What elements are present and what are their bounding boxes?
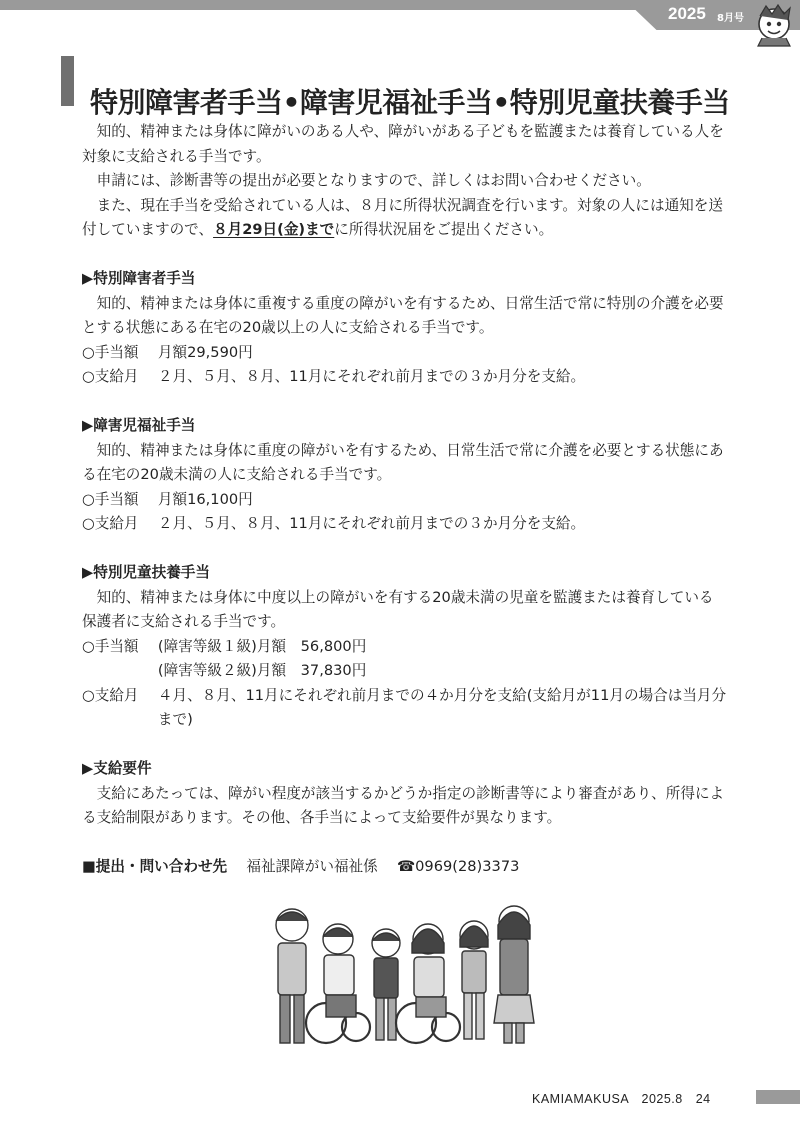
deadline-date: ８月29日(金)まで [213, 221, 335, 239]
intro-text-after: に所得状況届をご提出ください。 [334, 221, 554, 239]
amount-row [82, 488, 728, 513]
contact-line [82, 855, 728, 880]
amount-value-grade-1: (障害等級１級)月額 56,800円 [157, 637, 367, 655]
issue-year: 2025 [668, 4, 706, 23]
contact-label: ■提出・問い合わせ先 [82, 857, 228, 875]
title-accent-bar [61, 56, 74, 106]
payment-label: ○支給月 [82, 368, 139, 386]
section-description: 知的、精神または身体に重度の障がいを有するため、日常生活で常に介護を必要とする状態にある在宅の20歳未満の人に支給される手当です。 [82, 441, 724, 484]
amount-label: ○手当額 [82, 637, 139, 655]
page-title: 特別障害者手当•障害児福祉手当•特別児童扶養手当 [90, 85, 730, 119]
people-illustration [260, 895, 545, 1053]
header-bar [0, 0, 665, 10]
amount-label: ○手当額 [82, 490, 139, 508]
payment-row [82, 684, 728, 733]
section-heading: ▶特別障害者手当 [82, 269, 196, 287]
payment-row [82, 512, 728, 537]
payment-value: ２月、５月、８月、11月にそれぞれ前月までの３か月分を支給。 [157, 368, 586, 386]
section-description: 知的、精神または身体に重複する重度の障がいを有するため、日常生活で常に特別の介護を必要とする状態にある在宅の20歳以上の人に支給される手当です。 [82, 294, 724, 337]
contact-phone: ☎0969(28)3373 [396, 857, 520, 875]
section-description: 支給にあたっては、障がい程度が該当するかどうか指定の診断書等により審査があり、所得による支給制限があります。その他、各手当によって支給要件が異なります。 [82, 784, 725, 827]
article-body [82, 120, 728, 879]
contact-department: 福祉課障がい福祉係 [246, 857, 378, 875]
amount-row-2 [82, 659, 728, 684]
payment-label: ○支給月 [82, 686, 139, 704]
amount-value: 月額16,100円 [157, 490, 253, 508]
amount-label: ○手当額 [82, 343, 139, 361]
section-description: 知的、精神または身体に中度以上の障がいを有する20歳未満の児童を監護または養育している保護者に支給される手当です。 [82, 588, 714, 631]
payment-value: ２月、５月、８月、11月にそれぞれ前月までの３か月分を支給。 [157, 515, 586, 533]
intro-paragraph-2: 申請には、診断書等の提出が必要となりますので、詳しくはお問い合わせください。 [96, 172, 651, 190]
intro-text-before: また、現在手当を受給されている人は、８月に所得状況調査を行います。対象の人には通知を送付していますので、 [82, 196, 723, 239]
payment-row [82, 365, 728, 390]
payment-value: ４月、８月、11月にそれぞれ前月までの４か月分を支給(支給月が11月の場合は当月分まで) [157, 686, 727, 729]
intro-paragraph-3 [82, 194, 728, 243]
amount-row [82, 635, 728, 660]
footer-bar [756, 1090, 800, 1104]
section-heading: ▶特別児童扶養手当 [82, 563, 210, 581]
amount-row [82, 341, 728, 366]
section-heading: ▶障害児福祉手当 [82, 416, 196, 434]
amount-value-grade-2: (障害等級２級)月額 37,830円 [157, 662, 367, 680]
footer-page-info: KAMIAMAKUSA 2025.8 24 [532, 1092, 711, 1106]
payment-label: ○支給月 [82, 515, 139, 533]
intro-paragraph-1: 知的、精神または身体に障がいのある人や、障がいがある子どもを監護または養育している人を対象に支給される手当です。 [82, 123, 724, 165]
issue-month: 8月号 [717, 13, 744, 24]
section-heading: ▶支給要件 [82, 760, 152, 778]
amount-value: 月額29,590円 [157, 343, 253, 361]
mascot-icon [752, 2, 796, 48]
